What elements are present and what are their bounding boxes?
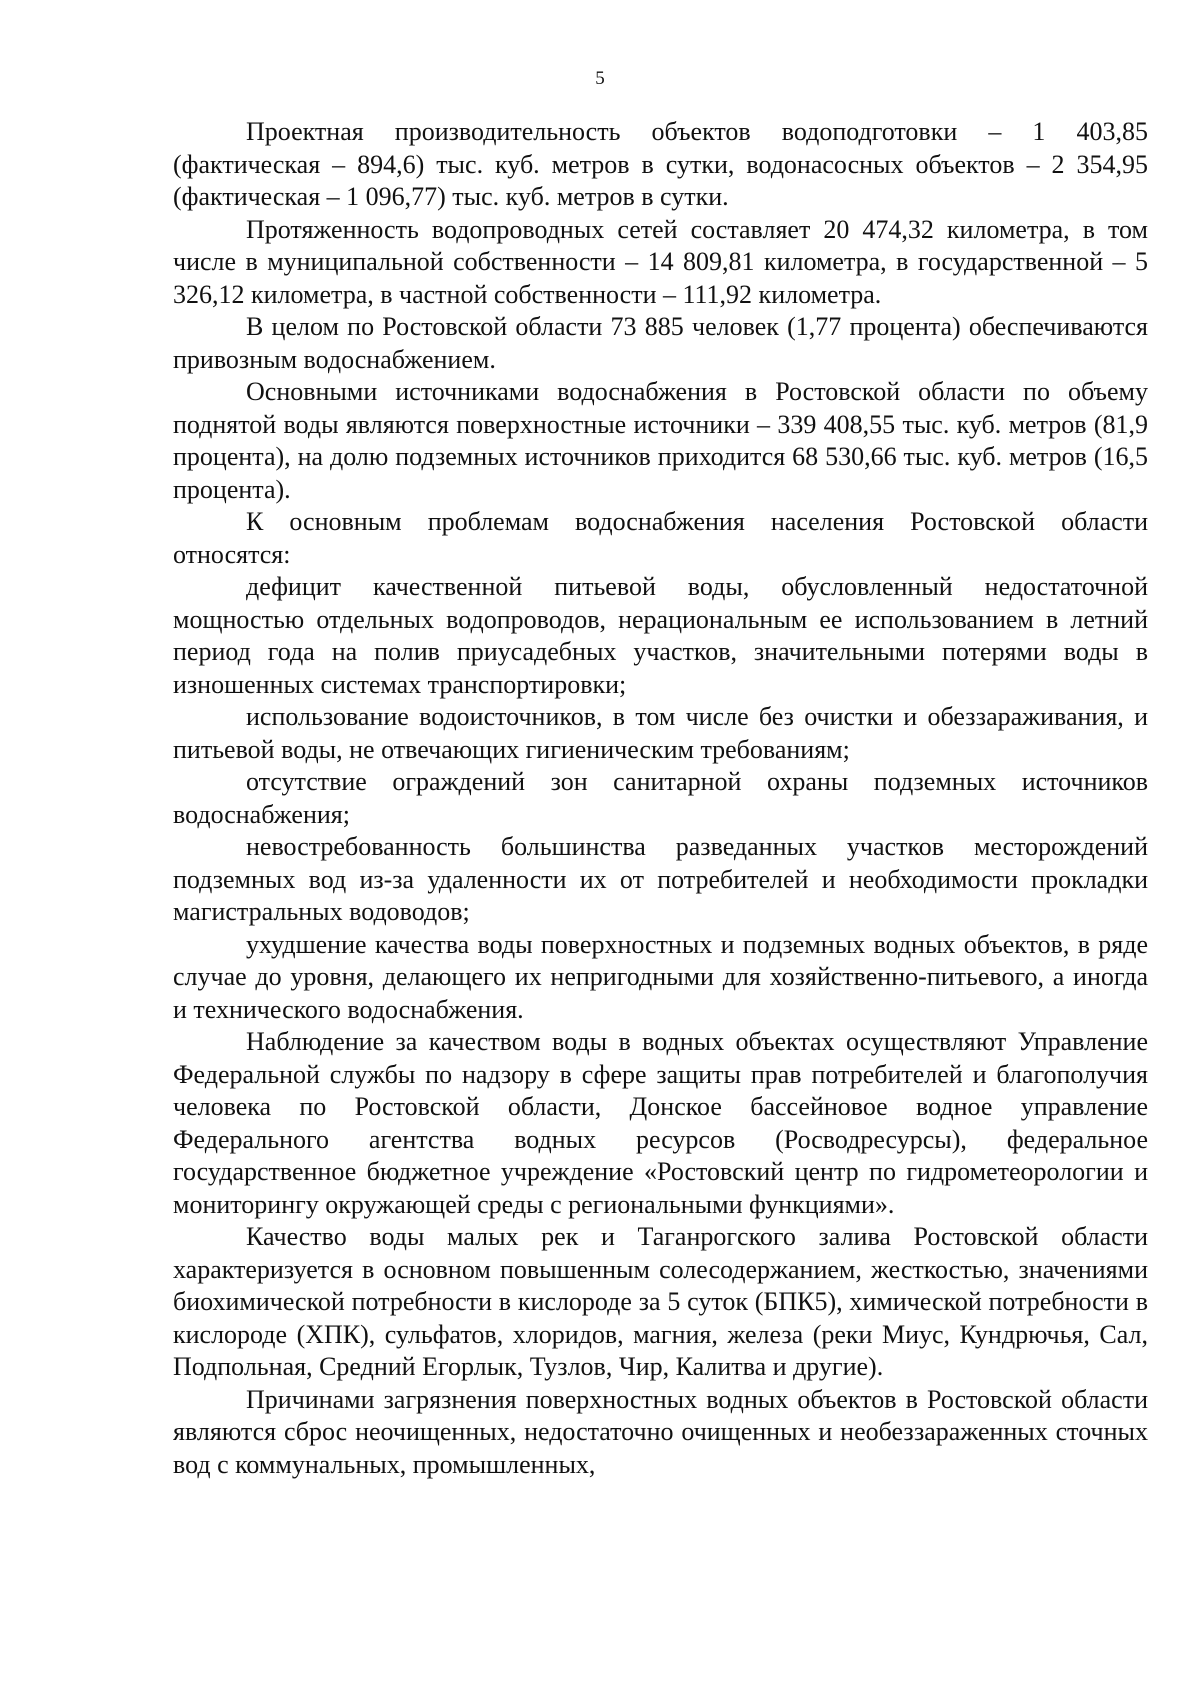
paragraph-small-rivers-quality: Качество воды малых рек и Таганрогского залива Ростовской области характеризуется в основном повышенным солесодержанием, жесткостью, значениями биохимической потребности в кислороде за 5 суток (БПК5), химической потребности в кислороде (ХПК), сульфатов, хлоридов, магния, железа (реки Миус, Кундрючья, Сал, Подпольная, Средний Егорлык, Тузлов, Чир, Калитва и другие). [173, 1222, 1148, 1381]
list-item-water-deficit: дефицит качественной питьевой воды, обусловленный недостаточной мощностью отдельных водопроводов, нерациональным ее использованием в летний период года на полив приусадебных участков, значительными потерями воды в изношенных системах транспортировки; [173, 572, 1148, 699]
list-item-untreated-sources: использование водоисточников, в том числе без очистки и обеззараживания, и питьевой воды, не отвечающих гигиеническим требованиям; [173, 702, 1148, 764]
list-item-unused-deposits: невостребованность большинства разведанных участков месторождений подземных вод из-за удаленности их от потребителей и необходимости прокладки магистральных водоводов; [173, 832, 1148, 926]
document-body [173, 116, 1148, 1481]
paragraph-network-length: Протяженность водопроводных сетей составляет 20 474,32 километра, в том числе в муниципальной собственности – 14 809,81 километра, в государственной – 5 326,12 километра, в частной собственности – 111,92 километра. [173, 214, 1148, 309]
list-item-quality-degradation: ухудшение качества воды поверхностных и подземных водных объектов, в ряде случае до уровня, делающего их непригодными для хозяйственно-питьевого, а иногда и технического водоснабжения. [173, 929, 1148, 1024]
paragraph-problems-intro: К основным проблемам водоснабжения населения Ростовской области относятся: [173, 507, 1148, 569]
paragraph-design-capacity: Проектная производительность объектов водоподготовки – 1 403,85 (фактическая – 894,6) тыс. куб. метров в сутки, водонасосных объектов – 2 354,95 (фактическая – 1 096,77) тыс. куб. метров в сутки. [173, 117, 1148, 211]
paragraph-quality-monitoring: Наблюдение за качеством воды в водных объектах осуществляют Управление Федеральной службы по надзору в сфере защиты прав потребителей и благополучия человека по Ростовской области, Донское бассейновое водное управление Федерального агентства водных ресурсов (Росводресурсы), федеральное государственное бюджетное учреждение «Ростовский центр по гидрометеорологии и мониторингу окружающей среды с региональными функциями». [173, 1027, 1148, 1219]
page-number: 5 [595, 68, 605, 89]
paragraph-delivered-water: В целом по Ростовской области 73 885 человек (1,77 процента) обеспечиваются привозным водоснабжением. [173, 312, 1148, 374]
paragraph-pollution-causes: Причинами загрязнения поверхностных водных объектов в Ростовской области являются сброс неочищенных, недостаточно очищенных и необеззараженных сточных вод с коммунальных, промышленных, [173, 1384, 1148, 1479]
paragraph-water-sources: Основными источниками водоснабжения в Ростовской области по объему поднятой воды являются поверхностные источники – 339 408,55 тыс. куб. метров (81,9 процента), на долю подземных источников приходится 68 530,66 тыс. куб. метров (16,5 процента). [173, 377, 1148, 504]
list-item-protection-zones: отсутствие ограждений зон санитарной охраны подземных источников водоснабжения; [173, 767, 1148, 829]
